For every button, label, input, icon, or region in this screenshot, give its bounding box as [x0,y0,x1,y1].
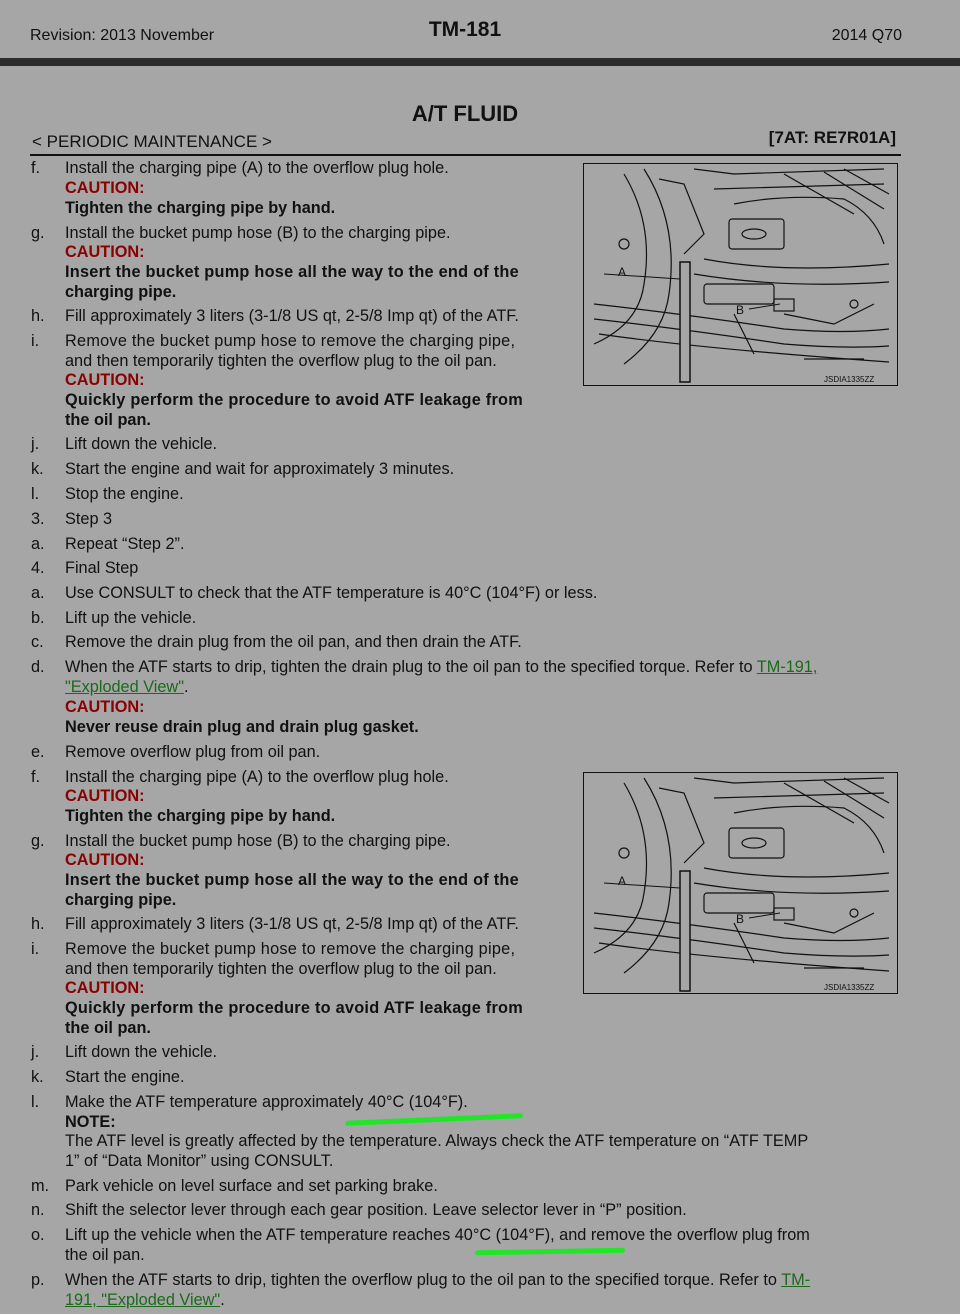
step-text [65,998,523,1018]
line-text: charging pipe. [65,283,177,301]
step-text [65,1270,810,1290]
step-marker: m. [31,1177,50,1195]
line-suffix: . [183,678,189,696]
caution-label [65,786,145,806]
line-text: Step 3 [65,510,113,528]
step-marker: g. [31,832,45,850]
step-text [65,410,151,430]
step-text [65,1290,225,1310]
step-marker: k. [31,1068,44,1086]
section-rule [30,154,901,156]
step-marker: p. [31,1271,45,1289]
step-text [65,262,519,282]
line-text: Remove the bucket pump hose to remove the charging pipe, [65,940,516,958]
caution-label [65,178,145,198]
step-text [65,509,112,529]
step-marker: j. [31,435,40,453]
page-code: TM-181 [428,18,502,41]
line-text: Tighten the charging pipe by hand. [65,807,336,825]
line-text: Fill approximately 3 liters (3-1/8 US qt, 2-5/8 Imp qt) of the ATF. [65,307,519,325]
step-text [65,1200,687,1220]
step-text [65,282,176,302]
line-text: the oil pan. [65,1246,145,1264]
step-marker: k. [31,460,44,478]
step-text [65,1176,438,1196]
figure-label-a: A [618,874,627,888]
line-text: Stop the engine. [65,485,184,503]
step-marker: g. [31,224,45,242]
highlight-mark-1 [345,1113,523,1126]
step-text [65,1151,333,1171]
step-text [65,198,335,218]
step-text [65,306,519,326]
line-text: Install the bucket pump hose (B) to the charging pipe. [65,832,451,850]
line-text: and then temporarily tighten the overflow plug to the oil pan. [65,352,497,370]
line-text: Remove the drain plug from the oil pan, and then drain the ATF. [65,633,522,651]
step-text [65,1112,116,1132]
step-marker: l. [31,1093,40,1111]
figure-label-a: A [618,265,627,279]
caution-label [65,242,145,262]
figure-charging-pipe [583,163,898,386]
step-text [65,831,451,851]
transmission-code: [7AT: RE7R01A] [768,128,896,147]
line-text: the oil pan. [65,411,151,429]
line-text: Lift down the vehicle. [65,435,218,453]
line-text: 1” of “Data Monitor” using CONSULT. [65,1152,334,1170]
figure-label-b: B [736,303,745,317]
step-marker: e. [31,743,45,761]
step-text [65,657,817,677]
line-text: Start the engine. [65,1068,185,1086]
line-text: NOTE: [65,1113,116,1131]
step-marker: n. [31,1201,45,1219]
step-marker: f. [31,159,41,177]
step-text [65,717,419,737]
step-text [65,331,515,351]
step-text [65,390,523,410]
line-text: Lift up the vehicle when the ATF temperature reaches 40°C (104°F), and remove the overflow plug from [65,1226,810,1244]
step-marker: d. [31,658,45,676]
line-text: Lift up the vehicle. [65,609,197,627]
revision-label: Revision: 2013 November [30,27,215,44]
step-text [65,1131,808,1151]
transmission-illustration-2 [584,773,897,993]
step-text [65,459,454,479]
line-text: Remove overflow plug from oil pan. [65,743,321,761]
step-text [65,583,597,603]
reference-link[interactable]: "Exploded View" [65,678,184,696]
line-text: CAUTION: [65,698,145,716]
model-label: 2014 Q70 [831,27,902,44]
section-label: < PERIODIC MAINTENANCE > [32,132,272,151]
figure-code: JSDIA1335ZZ [824,375,875,384]
line-text: Insert the bucket pump hose all the way to the end of the [65,263,519,281]
step-marker: a. [31,535,45,553]
line-text: charging pipe. [65,891,177,909]
figure-label-b: B [736,912,745,926]
step-marker: 4. [31,559,45,577]
line-text: Shift the selector lever through each gear position. Leave selector lever in “P” position. [65,1201,687,1219]
step-text [65,534,184,554]
line-text: CAUTION: [65,243,145,261]
step-marker: o. [31,1226,45,1244]
step-marker: f. [31,768,41,786]
step-text [65,959,497,979]
step-marker: 3. [31,510,45,528]
line-text: Install the charging pipe (A) to the overflow plug hole. [65,768,449,786]
line-text: The ATF level is greatly affected by the temperature. Always check the ATF temperature on “ATF TEMP [65,1132,809,1150]
caution-label [65,697,145,717]
step-text [65,434,217,454]
line-text: Lift down the vehicle. [65,1043,218,1061]
step-marker: c. [31,633,44,651]
header-rule [0,58,960,66]
line-text: CAUTION: [65,787,145,805]
step-text [65,677,189,697]
step-text [65,558,138,578]
line-text: Tighten the charging pipe by hand. [65,199,336,217]
caution-label [65,978,145,998]
line-text: and then temporarily tighten the overflow plug to the oil pan. [65,960,497,978]
line-text: Repeat “Step 2”. [65,535,185,553]
step-text [65,1067,184,1087]
step-marker: i. [31,940,40,958]
line-text: Fill approximately 3 liters (3-1/8 US qt, 2-5/8 Imp qt) of the ATF. [65,915,519,933]
step-text [65,914,519,934]
step-text [65,351,497,371]
transmission-illustration [584,164,897,385]
step-text [65,484,184,504]
step-text [65,806,335,826]
page-title: A/T FLUID [411,101,519,126]
line-text: Insert the bucket pump hose all the way to the end of the [65,871,519,889]
line-text: Quickly perform the procedure to avoid ATF leakage from [65,999,523,1017]
step-text [65,767,449,787]
reference-link[interactable]: 191, "Exploded View" [65,1291,221,1309]
step-marker: h. [31,915,45,933]
step-marker: j. [31,1043,40,1061]
line-text: CAUTION: [65,179,145,197]
line-text: the oil pan. [65,1019,151,1037]
step-text [65,1245,145,1265]
step-marker: i. [31,332,40,350]
line-text: Remove the bucket pump hose to remove the charging pipe, [65,332,516,350]
step-text [65,223,451,243]
step-marker: h. [31,307,45,325]
step-marker: b. [31,609,45,627]
step-text [65,870,519,890]
step-text [65,1018,151,1038]
step-text [65,742,320,762]
line-text: Make the ATF temperature approximately 40°C (104°F). [65,1093,468,1111]
line-suffix: . [220,1291,225,1309]
caution-label [65,850,145,870]
step-text [65,608,196,628]
step-text [65,1225,810,1245]
step-text [65,632,522,652]
step-text [65,1042,217,1062]
line-text: CAUTION: [65,851,145,869]
step-text [65,890,176,910]
step-text [65,1092,468,1112]
line-text: Start the engine and wait for approximately 3 minutes. [65,460,455,478]
line-text: Install the charging pipe (A) to the overflow plug hole. [65,159,449,177]
line-text: Park vehicle on level surface and set parking brake. [65,1177,438,1195]
highlight-mark-2 [475,1248,625,1256]
step-text [65,158,449,178]
line-text: Never reuse drain plug and drain plug gasket. [65,718,419,736]
step-text [65,939,515,959]
reference-link[interactable]: TM-191, [756,658,818,676]
line-text: When the ATF starts to drip, tighten the overflow plug to the oil pan to the specified torque. Refer to [65,1271,782,1289]
line-text: Install the bucket pump hose (B) to the charging pipe. [65,224,451,242]
caution-label [65,370,145,390]
figure-code: JSDIA1335ZZ [824,983,875,992]
step-marker: a. [31,584,45,602]
line-text: CAUTION: [65,371,145,389]
step-marker: l. [31,485,40,503]
line-text: Final Step [65,559,139,577]
line-text: Quickly perform the procedure to avoid ATF leakage from [65,391,523,409]
line-text: When the ATF starts to drip, tighten the drain plug to the oil pan to the specified torque. Refer to [65,658,757,676]
line-text: Use CONSULT to check that the ATF temperature is 40°C (104°F) or less. [65,584,598,602]
line-text: CAUTION: [65,979,145,997]
reference-link[interactable]: TM- [781,1271,811,1289]
figure-charging-pipe-2 [583,772,898,994]
